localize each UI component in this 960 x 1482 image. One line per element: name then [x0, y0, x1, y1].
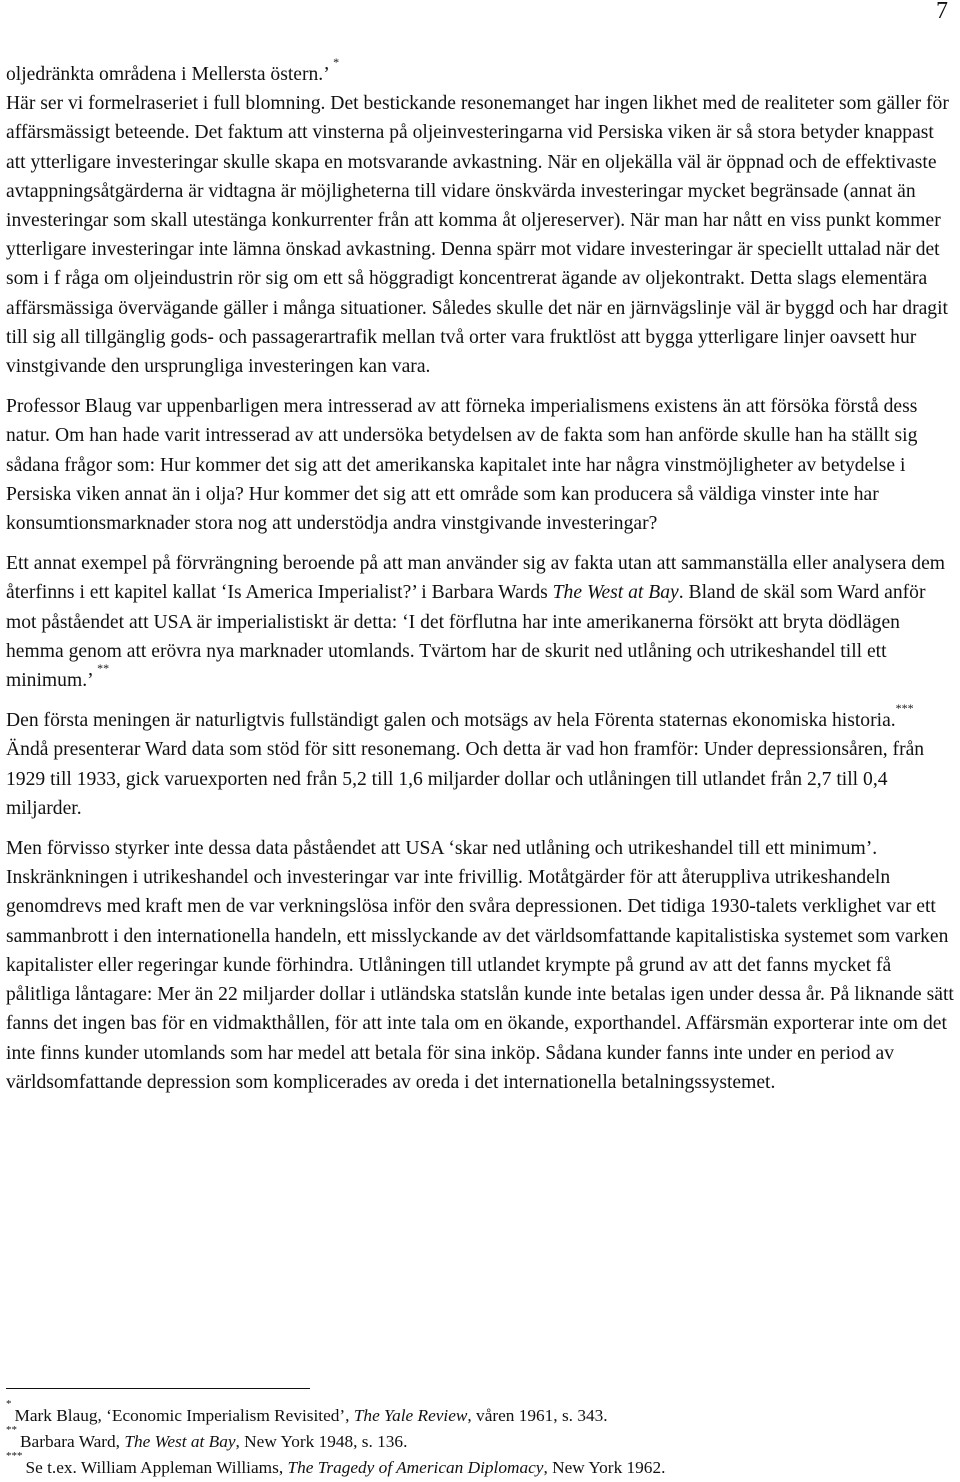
- text-run: Professor Blaug var uppenbarligen mera intresserad av att förneka imperialismens existens än att försöka förstå dess natur. Om han hade varit intresserad av att undersöka betydelsen av de fakta som han anförde skulle han ha ställt sig sådana frågor som: Hur kommer det sig att det amerikanska kapitalet inte har några vinstmöjligheter av betydelse i Persiska viken annat än i olja? Hur kommer det sig att ett område som kan producera så väldiga vinster inte har konsumtionsmarknader stora nog att understödja andra vinstgivande investeringar?: [6, 396, 918, 535]
- paragraph-1: [6, 55, 958, 381]
- italic-title: The West at Bay: [124, 1432, 236, 1452]
- paragraph-2: [6, 392, 958, 538]
- footnote-reference[interactable]: *: [333, 55, 340, 69]
- text-run: , New York 1948, s. 136.: [235, 1432, 408, 1452]
- text-run: Se t.ex. William Appleman Williams,: [25, 1458, 288, 1478]
- footnote-2: [6, 1424, 958, 1455]
- footnote-divider: [6, 1388, 310, 1389]
- footnote-reference[interactable]: **: [97, 661, 110, 676]
- footnote-marker: ***: [6, 1450, 23, 1463]
- text-run: . Bland de skäl som Ward anför mot påståendet att USA är imperialistiskt är detta: ‘I det förflutna har inte amerikanerna försökt att bryta dödlägen hemma genom att erövra nya marknader utomlands. Tvärtom har de skurit ned utlåning och utrikeshandel till ett minimum.’: [6, 582, 926, 692]
- italic-title: The Yale Review: [353, 1406, 468, 1425]
- footnote-marker: *: [6, 1398, 12, 1410]
- text-run: oljedränkta områdena i Mellersta östern.’: [6, 64, 334, 85]
- page-number: 7: [936, 0, 948, 24]
- text-run: Ändå presenterar Ward data som stöd för sitt resonemang. Och detta är vad hon framför: Under depressionsåren, från 1929 till 1933, gick varuexporten ned från 5,2 till 1,6 miljarder dollar och utlåningen till utlandet från 2,7 till 0,4 miljarder.: [6, 739, 925, 819]
- paragraph-3: [6, 549, 958, 695]
- footnotes: [6, 1398, 958, 1482]
- text-run: Barbara Ward,: [20, 1432, 125, 1452]
- paragraph-4: [6, 701, 958, 823]
- text-run: , våren 1961, s. 343.: [467, 1406, 608, 1425]
- text-run: Mark Blaug, ‘Economic Imperialism Revisited’,: [14, 1406, 354, 1425]
- body-text: [6, 55, 958, 1097]
- italic-title: The West at Bay: [552, 582, 679, 604]
- footnote-reference[interactable]: ***: [895, 701, 914, 716]
- text-run: Men förvisso styrker inte dessa data påståendet att USA ‘skar ned utlåning och utrikeshandel till ett minimum’. Inskränkningen i utrikeshandel och investeringar var inte frivillig. Motåtgärder för att återuppliva utrikeshandeln genomdrevs med kraft men de var verkningslösa inför den svåra depressionen. Det tidiga 1930-talets verklighet var ett sammanbrott i den internationella handeln, ett misslyckande av det världsomfattande kapitalistiska systemet som varken kapitalister eller regeringar kunde förhindra. Utlåningen till utlandet krympte på grund av att det fanns mycket få pålitliga låntagare: Mer än 22 miljarder dollar i utländska statslån kunde inte betalas igen under dessa år. På liknande sätt fanns det ingen bas för en vidmakthållen, för att inte tala om en ökande, exporthandel. Affärsmän exporterar inte om det inte finns kunder utomlands som har medel att betala för sina inköp. Sådana kunder fanns inte under en period av världsomfattande depression som komplicerades av oreda i det internationella betalningssystemet.: [6, 838, 954, 1093]
- italic-title: The Tragedy of American Diplomacy: [287, 1458, 544, 1478]
- footnote-3: [6, 1450, 958, 1481]
- text-run: , New York 1962.: [543, 1458, 666, 1478]
- footnote-1: [6, 1398, 958, 1429]
- text-run: Ett annat exempel på förvrängning beroende på att man använder sig av fakta utan att sammanställa eller analysera dem återfinns i ett kapitel kallat ‘Is America Imperialist?’ i Barbara Wards: [6, 553, 946, 604]
- text-run: Den första meningen är naturligtvis fullständigt galen och motsägs av hela Förenta staternas ekonomiska historia.: [6, 710, 896, 732]
- footnote-marker: **: [6, 1424, 17, 1437]
- paragraph-5: [6, 834, 958, 1097]
- text-run: Här ser vi formelraseriet i full blomning. Det bestickande resonemanget har ingen likhet med de realiteter som gäller för affärsmässigt beteende. Det faktum att vinsterna på oljeinvesteringarna vid Persiska viken är så stora betyder knappast att ytterligare investeringar skulle skapa en motsvarande avkastning. När en oljekälla väl är öppnad och de effektivaste avtappningsåtgärderna är vidtagna är möjligheterna till vidare önskvärda investeringar mycket begränsade (annat än investeringar som skall utestänga konkurrenter från att komma åt oljereserver). När man har nått en viss punkt kommer ytterligare investeringar inte lämna önskad avkastning. Denna spärr mot vidare investeringar är speciellt uttalad när det som i f råga om oljeindustrin rör sig om ett så höggradigt koncentrerat ägande av oljekontrakt. Detta slags elementära affärsmässiga övervägande gäller i många situationer. Således skulle det när en järnvägslinje väl är byggd och har dragit till sig all tillgänglig gods- och passagerartrafik mellan två orter vara fruktlöst att bygga ytterligare linjer oavsett hur vinstgivande den ursprungliga investeringen kan vara.: [6, 93, 949, 378]
